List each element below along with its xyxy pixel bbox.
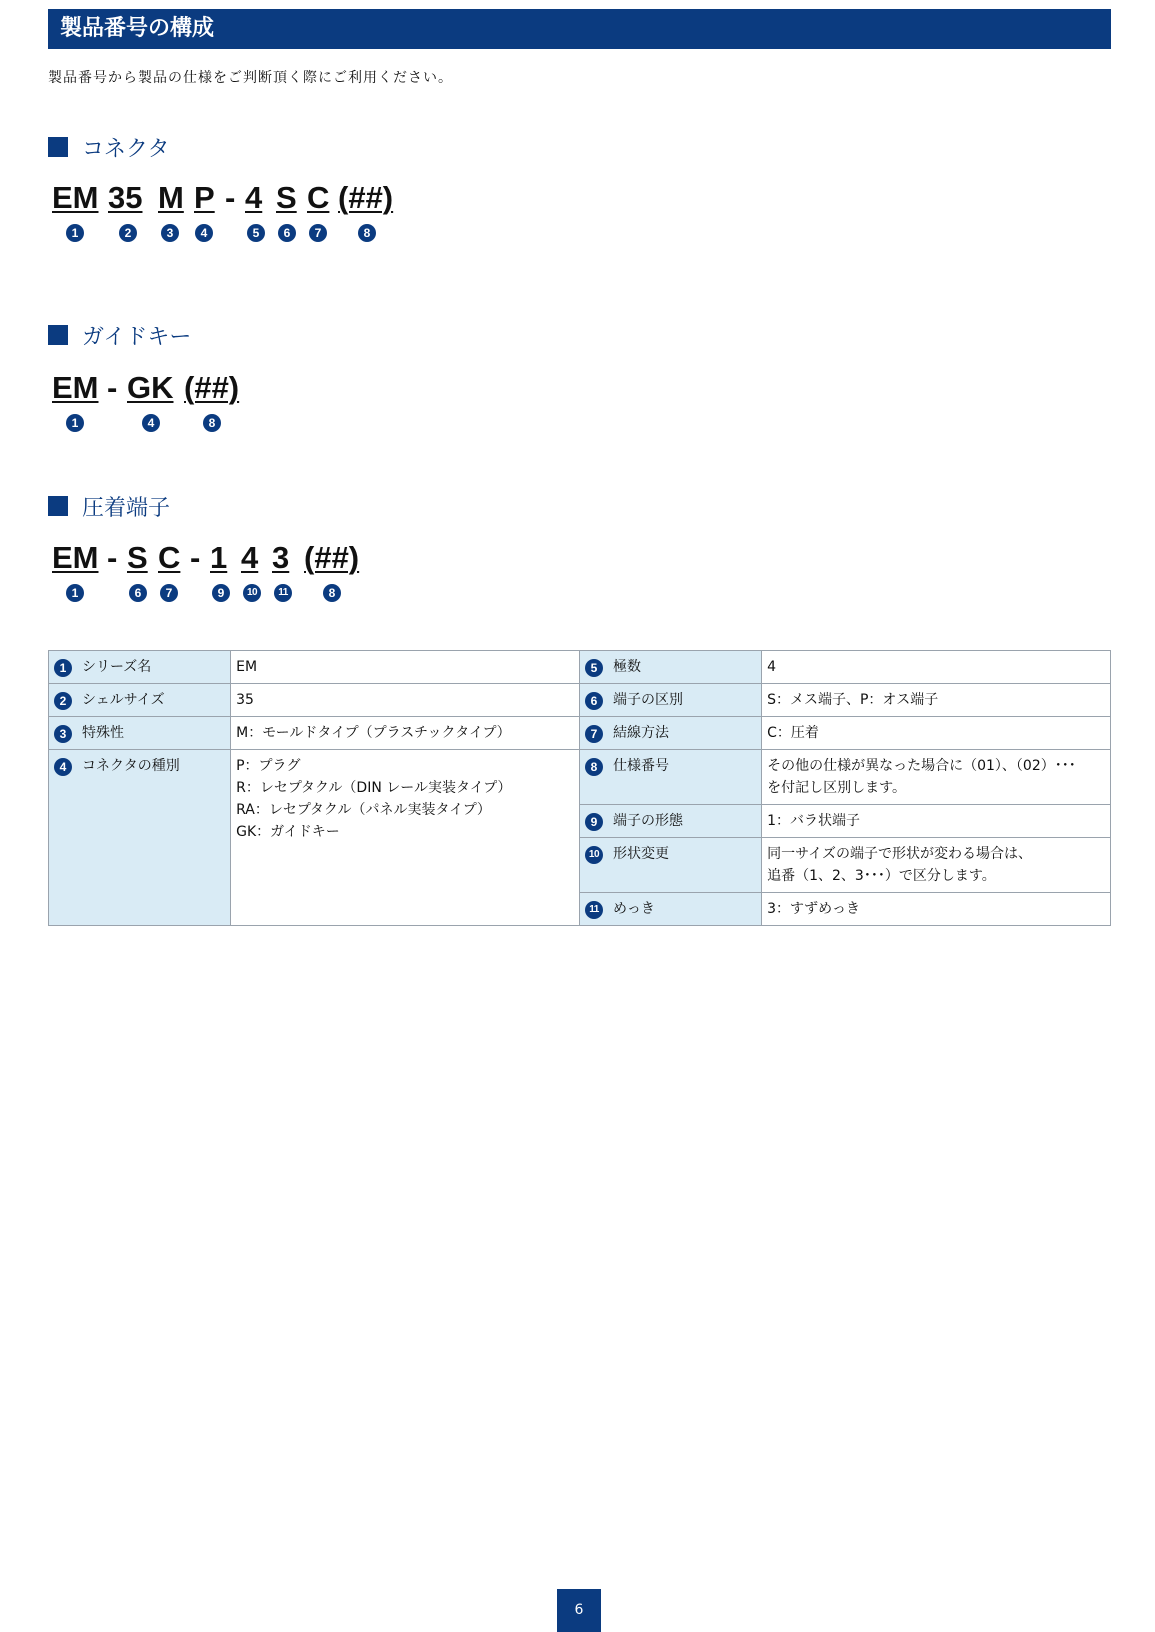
number-badge-icon: 5 [247,224,265,242]
spec-value-cell [762,838,1111,893]
code-seg-plating: 3 [272,540,290,575]
code-seg-spec: (##) [338,180,394,215]
number-badge-icon: 8 [358,224,376,242]
spec-value: GK：ガイドキー [236,824,340,840]
code-seg-type: P [194,180,215,215]
spec-table [48,650,1111,926]
spec-value-cell [231,684,580,717]
code-seg-type: GK [127,370,174,405]
spec-value-cell [231,651,580,684]
spec-value-cell [762,651,1111,684]
spec-value: EM [236,659,258,675]
number-badge-icon: 8 [203,414,221,432]
spec-label: コネクタの種別 [82,758,180,774]
spec-label: めっき [612,901,655,917]
spec-value: 1：バラ状端子 [767,813,861,829]
spec-value-cell [762,684,1111,717]
section-heading-connector [48,132,170,162]
number-badge-icon: 10 [243,584,261,602]
section-heading-crimp-terminal [48,491,170,521]
spec-label-cell [49,750,231,926]
square-bullet-icon [48,137,68,157]
spec-label-cell [579,684,761,717]
spec-value-cell [762,805,1111,838]
number-badge-icon: 6 [278,224,296,242]
code-seg-shell-size: 35 [108,180,143,215]
number-badge-icon: 8 [585,758,603,776]
number-badge-icon: 1 [66,224,84,242]
number-badge-icon: 6 [129,584,147,602]
code-seg-terminal: S [127,540,148,575]
number-badge-icon: 2 [119,224,137,242]
number-badge-icon: 7 [585,725,603,743]
spec-label: 極数 [612,659,641,675]
intro-text: 製品番号から製品の仕様をご判断頂く際にご利用ください。 [48,70,453,86]
number-badge-icon: 11 [274,584,292,602]
code-seg-spec: (##) [304,540,360,575]
spec-value-cell [762,893,1111,926]
spec-label: 特殊性 [82,725,124,741]
number-badge-icon: 4 [142,414,160,432]
table-row [49,684,1111,717]
number-badge-icon: 3 [161,224,179,242]
spec-value: 追番（1、2、3･･･）で区分します。 [767,868,996,884]
section-heading-guide-key [48,320,191,350]
code-seg-form: 1 [210,540,228,575]
table-row [49,750,1111,805]
spec-label: 端子の形態 [612,813,683,829]
spec-value: 35 [236,692,254,708]
spec-label-cell [579,893,761,926]
spec-label-cell [579,750,761,805]
number-badge-icon: 4 [54,758,72,776]
number-badge-icon: 4 [195,224,213,242]
code-seg-series: EM [52,180,99,215]
spec-label: 結線方法 [612,725,669,741]
spec-value: P：プラグ [236,758,301,774]
spec-label-cell [579,838,761,893]
code-seg-series: EM [52,540,99,575]
code-seg-dash: - [225,180,236,215]
spec-label: シェルサイズ [82,692,165,708]
square-bullet-icon [48,325,68,345]
spec-label-cell [49,651,231,684]
page-number: 6 [557,1589,601,1632]
spec-value: 4 [767,659,777,675]
number-badge-icon: 1 [54,659,72,677]
spec-label-cell [49,684,231,717]
spec-label: 形状変更 [612,846,669,862]
code-seg-wiring: C [158,540,181,575]
spec-value-cell [231,717,580,750]
spec-label: 端子の区別 [612,692,683,708]
number-badge-icon: 5 [585,659,603,677]
number-badge-icon: 6 [585,692,603,710]
spec-label-cell [579,717,761,750]
square-bullet-icon [48,496,68,516]
code-seg-dash: - [107,370,118,405]
spec-label-cell [49,717,231,750]
spec-label-cell [579,651,761,684]
spec-value: C：圧着 [767,725,819,741]
section-heading-label: 圧着端子 [82,495,171,521]
code-seg-dash: - [190,540,201,575]
number-badge-icon: 11 [585,901,603,919]
code-seg-wiring: C [307,180,330,215]
number-badge-icon: 7 [309,224,327,242]
number-badge-icon: 1 [66,414,84,432]
number-badge-icon: 9 [212,584,230,602]
spec-label: シリーズ名 [82,659,152,675]
spec-value-cell [231,750,580,926]
spec-label-cell [579,805,761,838]
number-badge-icon: 3 [54,725,72,743]
code-seg-shape: 4 [241,540,259,575]
spec-value: 3：すずめっき [767,901,861,917]
spec-value: 同一サイズの端子で形状が変わる場合は、 [767,846,1032,862]
code-seg-dash: - [107,540,118,575]
table-row [49,651,1111,684]
number-badge-icon: 1 [66,584,84,602]
spec-value: R：レセプタクル（DIN レール実装タイプ） [236,780,512,796]
code-seg-spec: (##) [184,370,240,405]
spec-value: S：メス端子、P：オス端子 [767,692,939,708]
number-badge-icon: 7 [160,584,178,602]
section-heading-label: コネクタ [82,136,170,162]
spec-value: その他の仕様が異なった場合に（01）、（02）･･･ [767,758,1076,774]
spec-value-cell [762,717,1111,750]
number-badge-icon: 9 [585,813,603,831]
spec-value: を付記し区別します。 [767,780,906,796]
spec-value-cell [762,750,1111,805]
page-title: 製品番号の構成 [48,9,1111,49]
number-badge-icon: 8 [323,584,341,602]
code-seg-terminal: S [276,180,297,215]
number-badge-icon: 10 [585,846,603,864]
code-seg-special: M [158,180,184,215]
code-seg-poles: 4 [245,180,263,215]
spec-value: RA：レセプタクル（パネル実装タイプ） [236,802,491,818]
code-seg-series: EM [52,370,99,405]
table-row [49,717,1111,750]
section-heading-label: ガイドキー [82,324,192,350]
spec-value: M：モールドタイプ（プラスチックタイプ） [236,725,511,741]
number-badge-icon: 2 [54,692,72,710]
spec-label: 仕様番号 [612,758,669,774]
